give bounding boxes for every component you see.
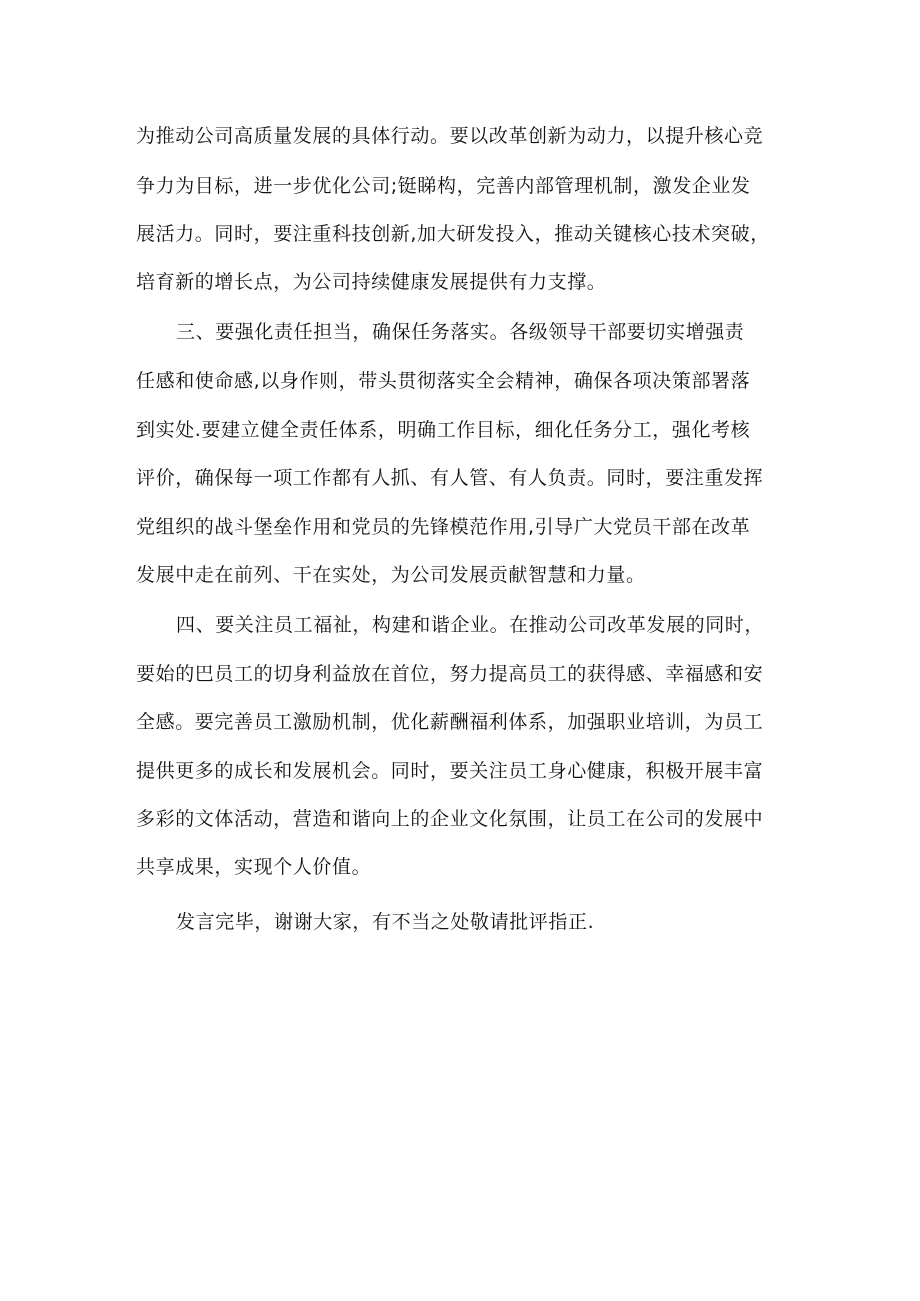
text-line: 要始的巴员工的切身利益放在首位，努力提高员工的获得感、幸福感和安 — [136, 663, 764, 685]
text-line: 发言完毕，谢谢大家，有不当之处敬请批评指正. — [176, 911, 595, 933]
text-line: 展活力。同时，要注重科技创新,加大研发投入，推动关键核心技术突破， — [136, 223, 770, 245]
text-line: 提供更多的成长和发展机会。同时，要关注员工身心健康，积极开展丰富 — [136, 760, 764, 782]
text-line: 为推动公司高质量发展的具体行动。要以改革创新为动力，以提升核心竞 — [136, 125, 764, 147]
text-line: 任感和使命感,以身作则，带头贯彻落实全会精神，确保各项决策部署落 — [136, 370, 751, 392]
text-line: 党组织的战斗堡垒作用和党员的先锋模范作用,引导广大党员干部在改革 — [136, 516, 751, 538]
text-line: 争力为目标，进一步优化公司;铤睇构，完善内部管理机制，激发企业发 — [136, 175, 751, 197]
text-line: 评价，确保每一项工作都有人抓、有人管、有人负责。同时，要注重发挥 — [136, 467, 764, 489]
text-line: 三、要强化责任担当，确保任务落实。各级领导干部要切实增强责 — [176, 321, 745, 343]
text-line: 发展中走在前列、干在实处，为公司发展贡献智慧和力量。 — [136, 564, 646, 586]
text-line: 到实处.要建立健全责任体系，明确工作目标，细化任务分工，强化考核 — [136, 419, 751, 441]
text-line: 共享成果，实现个人价值。 — [136, 856, 372, 878]
text-line: 四、要关注员工福祉，构建和谐企业。在推动公司改革发展的同时， — [176, 614, 765, 636]
text-line: 培育新的增长点，为公司持续健康发展提供有力支撑。 — [136, 271, 607, 293]
text-line: 多彩的文体活动，营造和谐向上的企业文化氛围，让员工在公司的发展中 — [136, 808, 764, 830]
text-line: 全感。要完善员工激励机制，优化薪酬福利体系，加强职业培训，为员工 — [136, 711, 764, 733]
